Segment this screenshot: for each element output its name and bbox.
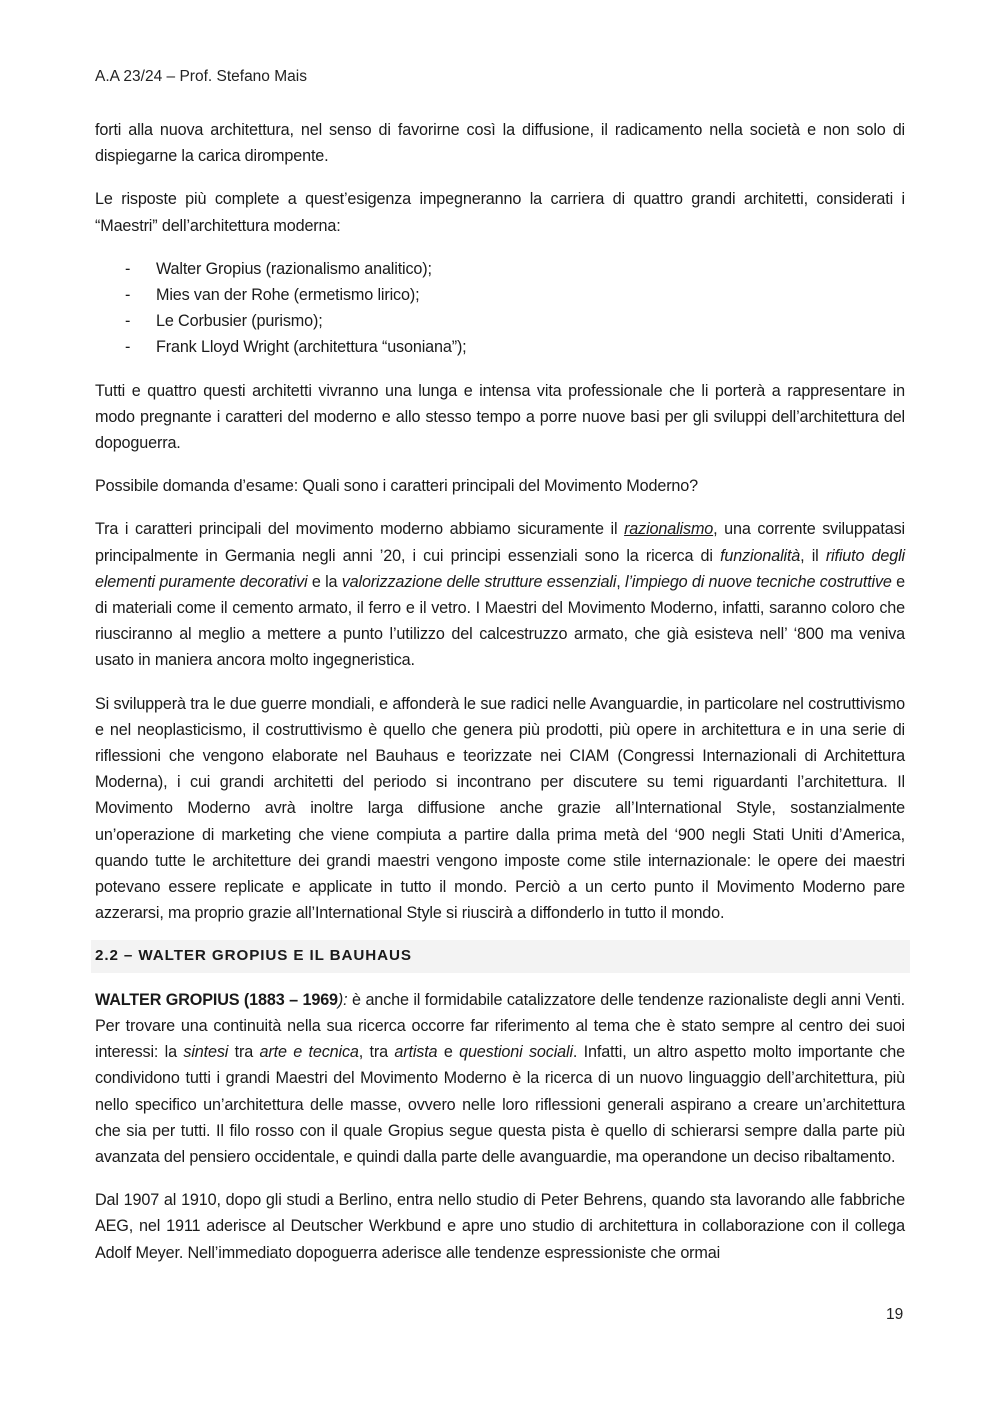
- list-item-text: Frank Lloyd Wright (architettura “usoniana”);: [156, 338, 467, 357]
- term-rifiuto-decorativi: rifiuto degli elementi puramente decorativi: [95, 546, 905, 591]
- term-arte-tecnica: arte e tecnica: [259, 1043, 359, 1062]
- text-run: Tra i caratteri principali del movimento moderno abbiamo sicuramente il: [95, 520, 625, 539]
- term-sintesi: sintesi: [183, 1043, 229, 1062]
- text-run: e la: [307, 572, 342, 591]
- term-artista: artista: [394, 1043, 438, 1062]
- paragraph-modern-movement-traits: [95, 516, 905, 673]
- text-run: , tra: [358, 1043, 395, 1062]
- list-dash: -: [125, 338, 131, 357]
- list-item: [95, 334, 905, 360]
- list-item: [95, 256, 905, 282]
- text-run: . Infatti, un altro aspetto molto importante che condividono tutti i grandi Maestri del Movimento Moderno è la ricerca di un nuovo linguaggio dell’architettura, più nello specifico un’architettura delle masse, ovvero nelle loro riflessioni generali aspirano a creare un’architettura che sia per tutti. Il filo rosso con il quale Gropius segue questa pista è quello di schierarsi sempre dalla parte più avanzata del pensiero occidentale, e quindi dalla parte delle avanguardie, ma operandone un deciso ribaltamento.: [95, 1043, 905, 1166]
- paragraph-exam-question: Possibile domanda d’esame: Quali sono i caratteri principali del Movimento Moderno?: [95, 477, 698, 496]
- list-item-text: Le Corbusier (purismo);: [156, 312, 323, 331]
- list-dash: -: [125, 259, 131, 278]
- list-item-text: Mies van der Rohe (ermetismo lirico);: [156, 286, 420, 305]
- list-dash: -: [125, 312, 131, 331]
- list-dash: -: [125, 286, 131, 305]
- term-funzionalita: funzionalità: [720, 546, 801, 565]
- term-nuove-tecniche: l’impiego di nuove tecniche costruttive: [625, 572, 892, 591]
- text-run: , una corrente sviluppatasi principalmente in Germania negli anni ’20, i cui principi essenziali sono la ricerca di: [95, 520, 905, 565]
- text-run: è anche il formidabile catalizzatore delle tendenze razionaliste degli anni Venti. Per trovare una continuità nella sua ricerca occorre far riferimento al tema che è stato sempre al centro dei suoi interessi: la: [95, 990, 905, 1062]
- text-run: , il: [800, 546, 826, 565]
- text-run: tra: [228, 1043, 260, 1062]
- paragraph-masters-intro: Le risposte più complete a quest’esigenza impegneranno la carriera di quattro grandi architetti, considerati i “Maestri” dell’architettura moderna:: [95, 190, 905, 235]
- list-item: [95, 282, 905, 308]
- masters-list: [95, 256, 905, 361]
- term-valorizzazione-strutture: valorizzazione delle strutture essenziali: [341, 572, 617, 591]
- text-run: e: [437, 1043, 460, 1062]
- paragraph-masters-career: Tutti e quattro questi architetti vivranno una lunga e intensa vita professionale che li porterà a rappresentare in modo pregnante i caratteri del moderno e allo stesso tempo a porre nuove basi per gli sviluppi dell’architettura del dopoguerra.: [95, 381, 905, 453]
- paragraph-intro-continuation: forti alla nuova architettura, nel senso di favorirne così la diffusione, il radicamento nella società e non solo di dispiegarne la carica dirompente.: [95, 121, 905, 166]
- term-razionalismo: razionalismo: [624, 520, 714, 539]
- list-item-text: Walter Gropius (razionalismo analitico);: [156, 259, 432, 278]
- running-header: A.A 23/24 – Prof. Stefano Mais: [95, 68, 307, 85]
- page-number: 19: [886, 1306, 904, 1323]
- list-item: [95, 308, 905, 334]
- text-run: ,: [616, 572, 625, 591]
- paragraph-gropius-intro: [95, 987, 905, 1170]
- paragraph-gropius-career: Dal 1907 al 1910, dopo gli studi a Berlino, entra nello studio di Peter Behrens, quando sta lavorando alle fabbriche AEG, nel 1911 aderisce al Deutscher Werkbund e apre uno studio di architettura in collaborazione con il collega Adolf Meyer. Nell’immediato dopoguerra aderisce alle tendenze espressioniste che ormai: [95, 1191, 905, 1262]
- term-questioni-sociali: questioni sociali: [459, 1043, 573, 1062]
- text-run: e di materiali come il cemento armato, il ferro e il vetro. I Maestri del Movimento Moderno, infatti, saranno coloro che riusciranno al meglio a mettere a punto l’utilizzo del calcestruzzo armato, che già esisteva nell’ ‘800 ma veniva usato in maniera ancora molto ingegneristica.: [95, 572, 905, 670]
- gropius-name-close: ):: [337, 990, 348, 1009]
- page-body: [95, 117, 905, 1283]
- paragraph-avant-garde-roots: Si svilupperà tra le due guerre mondiali, e affonderà le sue radici nelle Avanguardie, in particolare nel costruttivismo e nel neoplasticismo, il costruttivismo è quello che genera più prodotti, più opere in architettura e in una serie di riflessioni che vengono elaborate nel Bauhaus e teorizzate nei CIAM (Congressi Internazionali di Architettura Moderna), i cui grandi architetti del periodo si incontrano per discutere su temi riguardanti l’architettura. Il Movimento Moderno avrà inoltre larga diffusione anche grazie all’International Style, sostanzialmente un’operazione di marketing che viene compiuta a partire dalla prima metà del ‘900 negli Stati Uniti d’America, quando tutte le architetture dei grandi maestri vengono imposte come stile internazionale: le opere dei maestri potevano essere replicate e applicate in tutto il mondo. Perciò a un certo punto il Movimento Moderno pare azzerarsi, ma proprio grazie all’International Style si riuscirà a diffonderlo in tutto il mondo.: [95, 694, 905, 923]
- gropius-name: WALTER GROPIUS (1883 – 1969: [95, 990, 338, 1009]
- section-heading: 2.2 – WALTER GROPIUS E IL BAUHAUS: [91, 940, 910, 972]
